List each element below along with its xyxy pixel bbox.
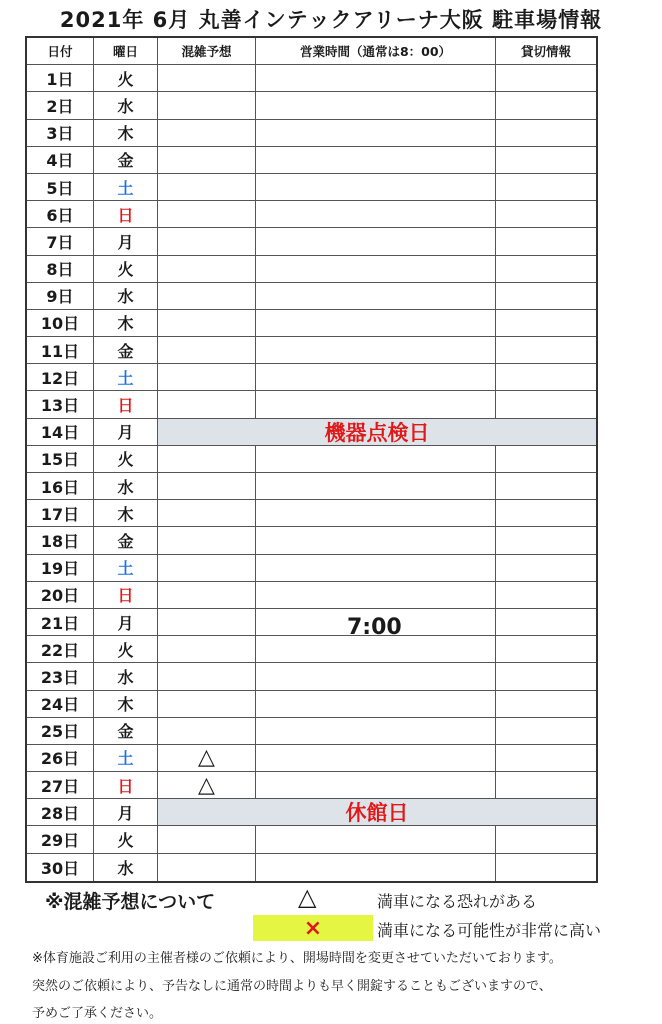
date-cell: 8日 — [27, 256, 94, 282]
date-cell: 28日 — [27, 799, 94, 825]
hours-cell — [256, 337, 496, 363]
weekday-cell: 土 — [94, 745, 158, 771]
legend-triangle-text: 満車になる恐れがある — [377, 892, 538, 911]
reservation-cell — [496, 527, 596, 553]
reservation-cell — [496, 609, 596, 635]
date-cell: 21日 — [27, 609, 94, 635]
page-title: 2021年 6月 丸善インテックアリーナ大阪 駐車場情報 — [59, 8, 603, 32]
crowd-cell — [158, 691, 256, 717]
crowd-cell — [158, 310, 256, 336]
legend-cross-text: 満車になる可能性が非常に高い — [377, 921, 602, 940]
cross-icon: × — [253, 915, 373, 941]
crowd-cell — [158, 446, 256, 472]
reservation-cell — [496, 636, 596, 662]
weekday-cell: 土 — [94, 364, 158, 390]
weekday-cell: 日 — [94, 391, 158, 417]
weekday-cell: 木 — [94, 310, 158, 336]
legend-title: ※混雑予想について — [45, 891, 216, 913]
table-header-row — [27, 38, 596, 65]
weekday-cell: 金 — [94, 147, 158, 173]
crowd-cell: △ — [158, 772, 256, 798]
reservation-cell — [496, 65, 596, 91]
hours-cell — [256, 582, 496, 608]
crowd-cell — [158, 120, 256, 146]
crowd-cell — [158, 500, 256, 526]
reservation-cell — [496, 310, 596, 336]
weekday-cell: 木 — [94, 500, 158, 526]
table-row — [27, 201, 596, 228]
table-row — [27, 745, 596, 772]
date-cell: 25日 — [27, 718, 94, 744]
crowd-cell — [158, 473, 256, 499]
weekday-cell: 水 — [94, 663, 158, 689]
table-row — [27, 527, 596, 554]
crowd-cell — [158, 364, 256, 390]
hours-cell — [256, 174, 496, 200]
hours-cell — [256, 147, 496, 173]
hours-cell — [256, 446, 496, 472]
table-row — [27, 174, 596, 201]
reservation-cell — [496, 174, 596, 200]
reservation-cell — [496, 201, 596, 227]
table-row — [27, 120, 596, 147]
crowd-cell — [158, 718, 256, 744]
hours-cell — [256, 636, 496, 662]
hours-cell — [256, 120, 496, 146]
weekday-cell: 水 — [94, 854, 158, 881]
weekday-cell: 水 — [94, 92, 158, 118]
crowd-cell — [158, 256, 256, 282]
table-row — [27, 799, 596, 826]
crowd-cell — [158, 147, 256, 173]
table-row — [27, 147, 596, 174]
hours-cell — [256, 745, 496, 771]
reservation-cell — [496, 555, 596, 581]
header-reservation-info: 貸切情報 — [520, 44, 571, 60]
weekday-cell: 日 — [94, 582, 158, 608]
date-cell: 26日 — [27, 745, 94, 771]
date-cell: 14日 — [27, 419, 94, 445]
weekday-cell: 月 — [94, 799, 158, 825]
hours-cell — [256, 527, 496, 553]
table-row — [27, 772, 596, 799]
table-row — [27, 636, 596, 663]
table-row — [27, 364, 596, 391]
date-cell: 6日 — [27, 201, 94, 227]
hours-cell — [256, 92, 496, 118]
crowd-cell — [158, 663, 256, 689]
weekday-cell: 土 — [94, 174, 158, 200]
hours-cell — [256, 283, 496, 309]
date-cell: 18日 — [27, 527, 94, 553]
crowd-cell: △ — [158, 745, 256, 771]
business-hours-note: 7:00 — [347, 615, 402, 640]
date-cell: 17日 — [27, 500, 94, 526]
weekday-cell: 木 — [94, 691, 158, 717]
date-cell: 30日 — [27, 854, 94, 881]
table-row — [27, 283, 596, 310]
table-row — [27, 65, 596, 92]
weekday-cell: 日 — [94, 772, 158, 798]
reservation-cell — [496, 745, 596, 771]
crowd-cell — [158, 391, 256, 417]
hours-cell — [256, 473, 496, 499]
hours-cell — [256, 772, 496, 798]
date-cell: 9日 — [27, 283, 94, 309]
weekday-cell: 火 — [94, 636, 158, 662]
reservation-cell — [496, 364, 596, 390]
reservation-cell — [496, 772, 596, 798]
table-row — [27, 473, 596, 500]
date-cell: 3日 — [27, 120, 94, 146]
reservation-cell — [496, 446, 596, 472]
crowd-cell — [158, 854, 256, 881]
table-row — [27, 663, 596, 690]
date-cell: 10日 — [27, 310, 94, 336]
date-cell: 7日 — [27, 228, 94, 254]
date-cell: 24日 — [27, 691, 94, 717]
reservation-cell — [496, 92, 596, 118]
hours-cell — [256, 256, 496, 282]
reservation-cell — [496, 582, 596, 608]
crowd-cell — [158, 826, 256, 852]
hours-cell — [256, 854, 496, 881]
table-row — [27, 446, 596, 473]
reservation-cell — [496, 120, 596, 146]
header-crowd-forecast: 混雑予想 — [158, 38, 256, 64]
date-cell: 4日 — [27, 147, 94, 173]
reservation-cell — [496, 283, 596, 309]
date-cell: 29日 — [27, 826, 94, 852]
weekday-cell: 土 — [94, 555, 158, 581]
crowd-cell — [158, 609, 256, 635]
table-row — [27, 582, 596, 609]
date-cell: 5日 — [27, 174, 94, 200]
reservation-cell — [496, 500, 596, 526]
table-row — [27, 310, 596, 337]
note-line-1: ※体育施設ご利用の主催者様のご依頼により、開場時間を変更させていただいております。 — [32, 951, 562, 966]
reservation-cell — [496, 337, 596, 363]
crowd-cell — [158, 65, 256, 91]
weekday-cell: 火 — [94, 65, 158, 91]
weekday-cell: 金 — [94, 337, 158, 363]
table-row — [27, 826, 596, 853]
note-line-3: 予めご了承ください。 — [32, 1006, 163, 1021]
hours-cell — [256, 691, 496, 717]
date-cell: 2日 — [27, 92, 94, 118]
header-business-hours: 営業時間（通常は8：00） — [256, 38, 496, 64]
weekday-cell: 月 — [94, 228, 158, 254]
crowd-cell — [158, 582, 256, 608]
date-cell: 16日 — [27, 473, 94, 499]
hours-cell — [256, 65, 496, 91]
table-row — [27, 92, 596, 119]
table-row — [27, 718, 596, 745]
header-weekday: 曜日 — [94, 38, 158, 64]
date-cell: 20日 — [27, 582, 94, 608]
crowd-cell — [158, 92, 256, 118]
reservation-cell — [496, 147, 596, 173]
date-cell: 13日 — [27, 391, 94, 417]
reservation-cell — [496, 473, 596, 499]
crowd-cell — [158, 228, 256, 254]
reservation-cell — [496, 663, 596, 689]
reservation-cell — [496, 826, 596, 852]
weekday-cell: 月 — [94, 419, 158, 445]
date-cell: 23日 — [27, 663, 94, 689]
weekday-cell: 日 — [94, 201, 158, 227]
weekday-cell: 水 — [94, 473, 158, 499]
hours-cell — [256, 663, 496, 689]
hours-cell — [256, 310, 496, 336]
table-row — [27, 854, 596, 881]
table-row — [27, 609, 596, 636]
hours-cell — [256, 228, 496, 254]
reservation-cell — [496, 228, 596, 254]
table-row — [27, 256, 596, 283]
weekday-cell: 火 — [94, 826, 158, 852]
table-row — [27, 555, 596, 582]
date-cell: 12日 — [27, 364, 94, 390]
hours-cell — [256, 555, 496, 581]
table-row — [27, 337, 596, 364]
reservation-cell — [496, 256, 596, 282]
date-cell: 27日 — [27, 772, 94, 798]
weekday-cell: 火 — [94, 446, 158, 472]
reservation-cell — [496, 718, 596, 744]
hours-cell — [256, 364, 496, 390]
weekday-cell: 金 — [94, 527, 158, 553]
hours-cell — [256, 826, 496, 852]
table-row — [27, 419, 596, 446]
crowd-cell — [158, 555, 256, 581]
crowd-cell — [158, 201, 256, 227]
crowd-cell — [158, 174, 256, 200]
hours-cell — [256, 391, 496, 417]
crowd-cell — [158, 283, 256, 309]
table-row — [27, 500, 596, 527]
date-cell: 22日 — [27, 636, 94, 662]
parking-calendar-table — [25, 36, 598, 883]
table-row — [27, 228, 596, 255]
date-cell: 19日 — [27, 555, 94, 581]
closed-notice-band: 休館日 — [158, 799, 596, 825]
crowd-cell — [158, 527, 256, 553]
hours-cell — [256, 201, 496, 227]
date-cell: 15日 — [27, 446, 94, 472]
date-cell: 11日 — [27, 337, 94, 363]
hours-cell — [256, 718, 496, 744]
table-row — [27, 691, 596, 718]
closed-notice-band: 機器点検日 — [158, 419, 596, 445]
date-cell: 1日 — [27, 65, 94, 91]
hours-cell — [256, 500, 496, 526]
header-date: 日付 — [27, 38, 94, 64]
weekday-cell: 月 — [94, 609, 158, 635]
weekday-cell: 水 — [94, 283, 158, 309]
table-row — [27, 391, 596, 418]
weekday-cell: 火 — [94, 256, 158, 282]
crowd-cell — [158, 636, 256, 662]
reservation-cell — [496, 854, 596, 881]
note-line-2: 突然のご依頼により、予告なしに通常の時間よりも早く開錠することもございますので、 — [32, 979, 552, 994]
weekday-cell: 金 — [94, 718, 158, 744]
weekday-cell: 木 — [94, 120, 158, 146]
triangle-icon: △ — [298, 883, 317, 911]
reservation-cell — [496, 391, 596, 417]
reservation-cell — [496, 691, 596, 717]
crowd-cell — [158, 337, 256, 363]
